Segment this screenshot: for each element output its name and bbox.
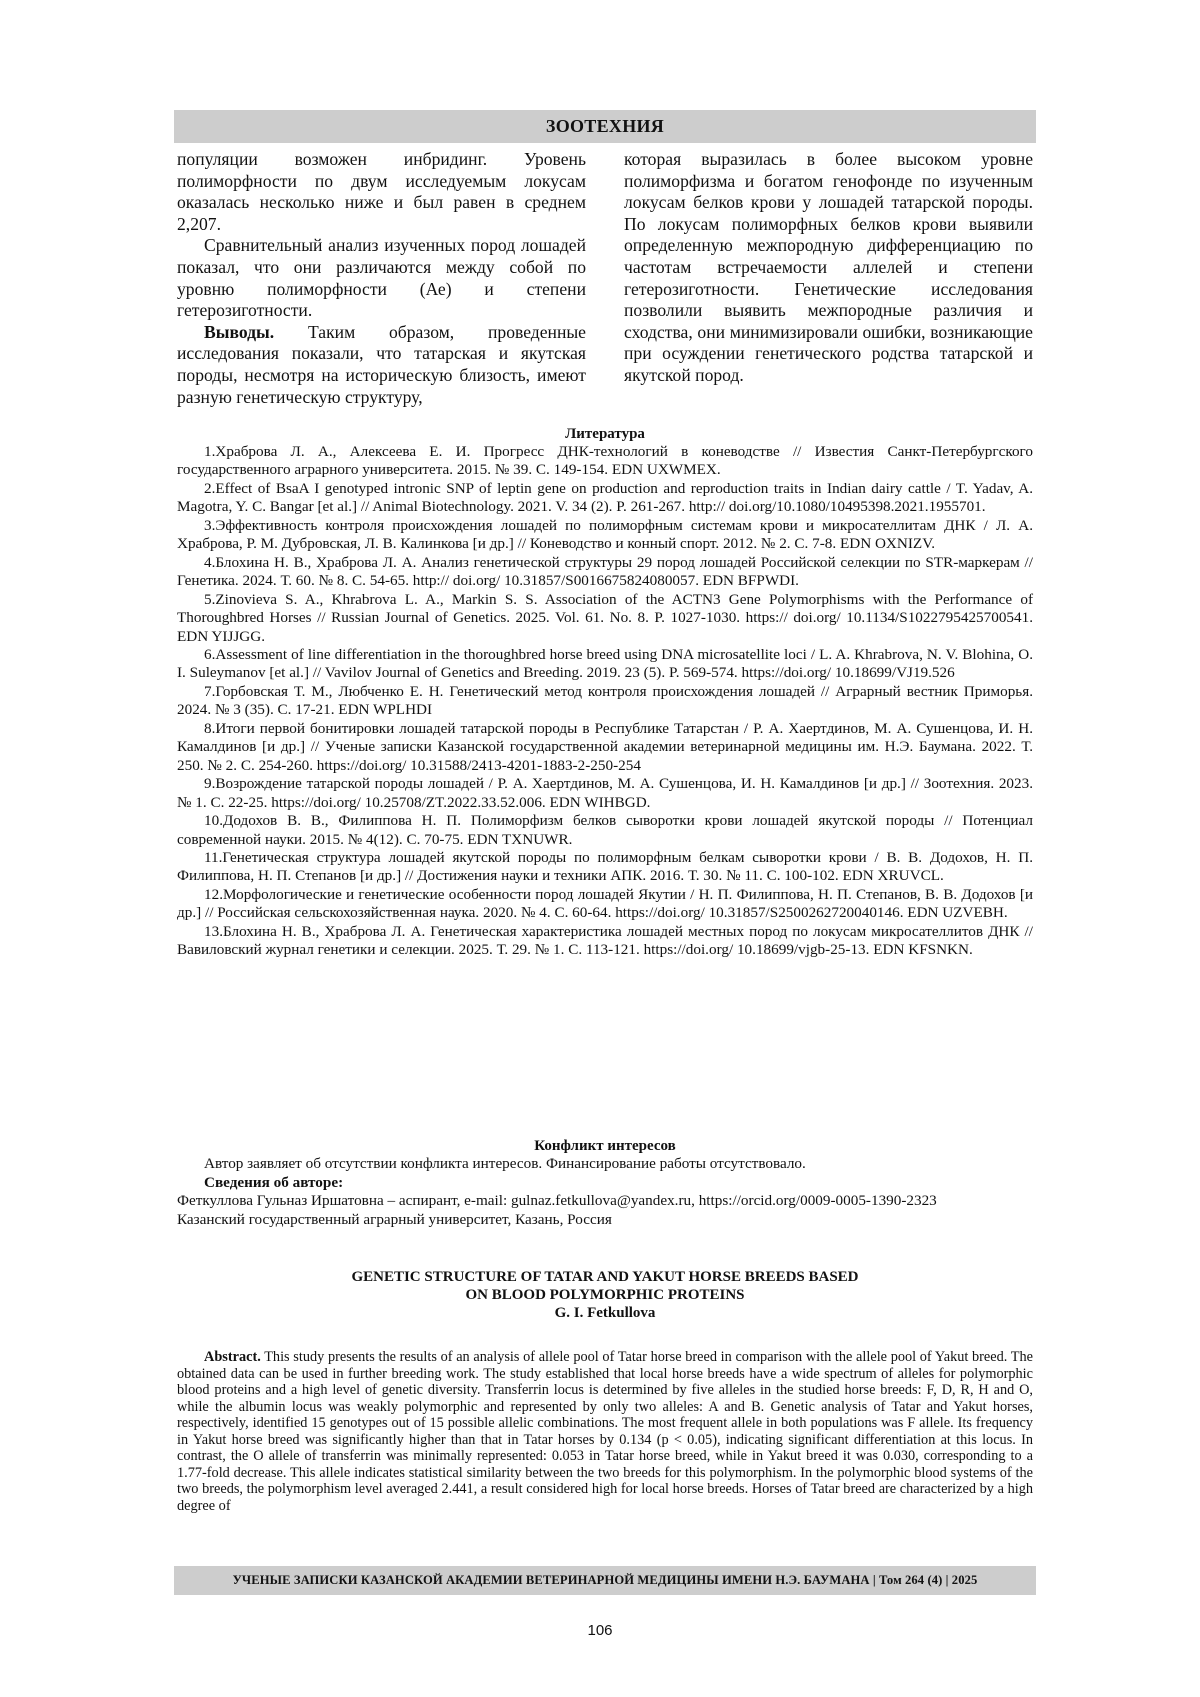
paragraph: популяции возможен инбридинг. Уровень полиморфности по двум исследуемым локусам оказалась несколько ниже и был равен в среднем 2,207. [177, 149, 586, 234]
reference-item: 7.Горбовская Т. М., Любченко Е. Н. Генетический метод контроля происхождения лошадей // Аграрный вестник Приморья. 2024. № 3 (35). С. 17-21. EDN WPLHDI [177, 682, 1033, 719]
conclusions-label: Выводы. [204, 321, 275, 342]
conflict-author-section [177, 1137, 1033, 1229]
conclusions-text: Таким образом, проведенные исследования показали, что татарская и якутская породы, несмотря на историческую близость, имеют разную генетическую структуру, [177, 321, 586, 407]
reference-item: 9.Возрождение татарской породы лошадей / Р. А. Хаертдинов, М. А. Сушенцова, И. Н. Камалдинов [и др.] // Зоотехния. 2023. № 1. С. 22-25. https://doi.org/ 10.25708/ZT.2022.33.52.006. EDN WIHBGD. [177, 775, 1033, 811]
left-column [177, 149, 586, 407]
author-affiliation: Казанский государственный аграрный университет, Казань, Россия [177, 1210, 612, 1228]
reference-item: 1.Храброва Л. А., Алексеева Е. И. Прогресс ДНК-технологий в коневодстве // Известия Санкт-Петербургского государственного аграрного университета. 2015. № 39. С. 149-154. EDN UXWMEX. [177, 443, 1033, 479]
references-section [177, 425, 1033, 960]
journal-footer-text: УЧЕНЫЕ ЗАПИСКИ КАЗАНСКОЙ АКАДЕМИИ ВЕТЕРИНАРНОЙ МЕДИЦИНЫ ИМЕНИ Н.Э. БАУМАНА | Том 264 (4) | 2025 [232, 1573, 978, 1587]
abstract-paragraph [177, 1349, 1033, 1514]
author-info-title: Сведения об авторе: [204, 1173, 344, 1191]
references-title: Литература [565, 426, 645, 442]
english-author: G. I. Fetkullova [554, 1305, 656, 1321]
reference-item: 5.Zinovieva S. A., Khrabrova L. A., Markin S. S. Association of the ACTN3 Gene Polymorphisms with the Performance of Thoroughbred Horses // Russian Journal of Genetics. 2025. Vol. 61. No. 8. P. 1027-1030. https:// doi.org/ 10.1134/S1022795425700541. EDN YIJJGG. [177, 590, 1033, 645]
reference-item: 3.Эффективность контроля происхождения лошадей по полиморфным системам крови и микросателлитам ДНК / Л. А. Храброва, Р. М. Дубровская, Л. В. Калинкова [и др.] // Коневодство и конный спорт. 2012. № 2. С. 7-8. EDN OXNIZV. [177, 516, 1033, 553]
reference-item: 10.Додохов В. В., Филиппова Н. П. Полиморфизм белков сыворотки крови лошадей якутской породы // Потенциал современной науки. 2015. № 4(12). С. 70-75. EDN TXNUWR. [177, 812, 1033, 848]
references-list [177, 443, 1033, 960]
paragraph: Сравнительный анализ изученных пород лошадей показал, что они различаются между собой по уровню полиморфности (Ае) и степени гетерозиготности. [177, 235, 586, 321]
section-header [174, 110, 1036, 143]
reference-item: 11.Генетическая структура лошадей якутской породы по полиморфным белкам сыворотки крови / В. В. Додохов, Н. П. Филиппова, Н. П. Степанов [и др.] // Достижения науки и техники АПК. 2016. Т. 30. № 11. С. 100-102. EDN XRUVCL. [177, 848, 1033, 885]
reference-item: 12.Морфологические и генетические особенности пород лошадей Якутии / Н. П. Филиппова, Н. П. Степанов, В. В. Додохов [и др.] // Российская сельскохозяйственная наука. 2020. № 4. С. 60-64. https://doi.org/ 10.31857/S2500262720040146. EDN UZVEBH. [177, 885, 1033, 922]
reference-item: 6.Assessment of line differentiation in the thoroughbred horse breed using DNA microsatellite loci / L. A. Khrabrova, N. V. Blohina, O. I. Suleymanov [et al.] // Vavilov Journal of Genetics and Breeding. 2019. 23 (5). P. 569-574. https://doi.org/ 10.18699/VJ19.526 [177, 645, 1033, 682]
conflict-title: Конфликт интересов [534, 1138, 676, 1154]
reference-item: 8.Итоги первой бонитировки лошадей татарской породы в Республике Татарстан / Р. А. Хаертдинов, М. А. Сушенцова, И. Н. Камалдинов [и др.] // Ученые записки Казанской государственной академии ветеринарной медицины им. Н.Э. Баумана. 2022. Т. 250. № 2. С. 254-260. https://doi.org/ 10.31588/2413-4201-1883-2-250-254 [177, 719, 1033, 774]
abstract-label: Abstract. [204, 1349, 261, 1365]
english-title-block [177, 1268, 1033, 1322]
body-columns [177, 149, 1033, 407]
journal-footer [174, 1566, 1036, 1595]
english-title-line: GENETIC STRUCTURE OF TATAR AND YAKUT HORSE BREEDS BASED [351, 1269, 859, 1285]
reference-item: 2.Effect of BsaA I genotyped intronic SNP of leptin gene on production and reproduction traits in Indian dairy cattle / T. Yadav, A. Magotra, Y. C. Bangar [et al.] // Animal Biotechnology. 2021. V. 34 (2). P. 261-267. http:// doi.org/10.1080/10495398.2021.1955701. [177, 479, 1033, 516]
english-title-line: ON BLOOD POLYMORPHIC PROTEINS [465, 1287, 745, 1303]
section-title: ЗООТЕХНИЯ [545, 116, 665, 136]
abstract-text: This study presents the results of an analysis of allele pool of Tatar horse breed in comparison with the allele pool of Yakut breed. The obtained data can be used in further breeding work. The study established that local horse breeds have a wide spectrum of alleles for polymorphic blood proteins and a high level of genetic diversity. Transferrin locus is determined by five alleles in the studied horse breeds: F, D, R, H and O, while the albumin locus was weakly polymorphic and represented by only two alleles: A and B. Genetic analysis of Tatar and Yakut horses, respectively, identified 15 genotypes out of 15 possible allelic combinations. The most frequent allele in both populations was F allele. Its frequency in Yakut horse breed was significantly higher than that in Tatar horses by 0.134 (p < 0.05), indicating significant differentiation at this locus. In contrast, the O allele of transferrin was minimally represented: 0.053 in Tatar horse breed, while in Yakut breed it was 0.030, corresponding to a 1.77-fold decrease. This allele indicates statistical similarity between the two breeds for this polymorphism. In the polymorphic blood systems of the two breeds, the polymorphism level averaged 2.441, a result considered high for local horse breeds. Horses of Tatar breed are characterized by a high degree of [177, 1349, 1033, 1514]
reference-item: 13.Блохина Н. В., Храброва Л. А. Генетическая характеристика лошадей местных пород по локусам микросателлитов ДНК // Вавиловский журнал генетики и селекции. 2025. Т. 29. № 1. С. 113-121. https://doi.org/ 10.18699/vjgb-25-13. EDN KFSNKN. [177, 922, 1033, 959]
conflict-text: Автор заявляет об отсутствии конфликта интересов. Финансирование работы отсутствовало. [204, 1155, 806, 1172]
paragraph: которая выразилась в более высоком уровне полиморфизма и богатом генофонде по изученным локусам белков крови у лошадей татарской породы. По локусам полиморфных белков крови выявили определенную межпородную дифференциацию по частотам встречаемости аллелей и степени гетерозиготности. Генетические исследования позволили выявить межпородные различия и сходства, они минимизировали ошибки, возникающие при осуждении генетического родства татарской и якутской пород. [624, 149, 1033, 385]
author-info-line: Феткуллова Гульназ Иршатовна – аспирант, e-mail: gulnaz.fetkullova@yandex.ru, https://orcid.org/0009-0005-1390-2323 [177, 1192, 937, 1209]
right-column [624, 149, 1033, 407]
conclusions-paragraph [177, 322, 586, 408]
page-number: 106 [587, 1622, 613, 1639]
reference-item: 4.Блохина Н. В., Храброва Л. А. Анализ генетической структуры 29 пород лошадей Российской селекции по STR-маркерам // Генетика. 2024. Т. 60. № 8. С. 54-65. http:// doi.org/ 10.31857/S0016675824080057. EDN BFPWDI. [177, 553, 1033, 590]
